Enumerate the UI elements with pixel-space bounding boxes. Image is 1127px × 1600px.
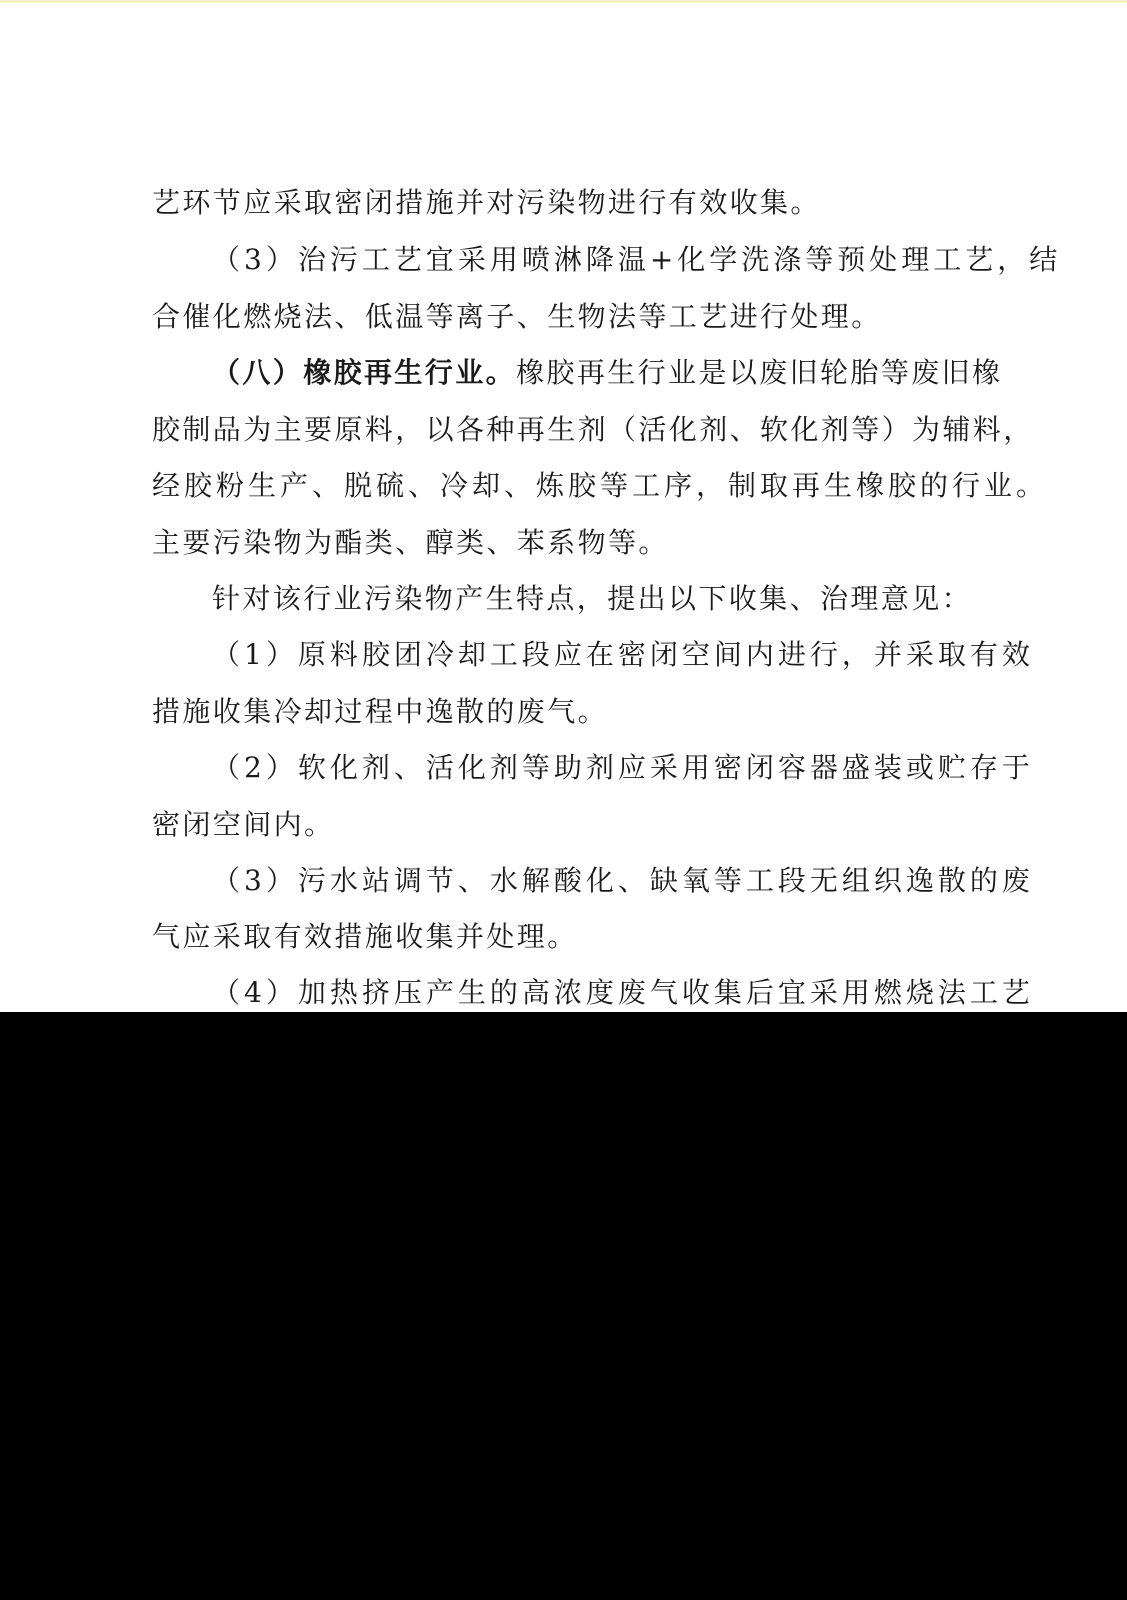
text-line: 措施收集冷却过程中逸散的废气。 (152, 695, 609, 728)
section-intro: 橡胶再生行业是以废旧轮胎等废旧橡 (516, 356, 1003, 389)
section-heading-line (212, 351, 1003, 395)
text-line: （3）污水站调节、水解酸化、缺氧等工段无组织逸散的废 (212, 864, 1034, 897)
text-line: （4）加热挤压产生的高浓度废气收集后宜采用燃烧法工艺 (212, 976, 1034, 1009)
section-heading: （八）橡胶再生行业。 (212, 356, 517, 389)
text-line: （1）原料胶团冷却工段应在密闭空间内进行，并采取有效 (212, 638, 1034, 671)
text-line: （2）软化剂、活化剂等助剂应采用密闭容器盛装或贮存于 (212, 751, 1034, 784)
text-line: 密闭空间内。 (152, 808, 335, 841)
redaction-block (0, 1012, 1127, 1600)
text-line: 胶制品为主要原料，以各种再生剂（活化剂、软化剂等）为辅料， (152, 413, 1034, 446)
text-line: 合催化燃烧法、低温等离子、生物法等工艺进行处理。 (152, 300, 882, 333)
text-line: 主要污染物为酯类、醇类、苯系物等。 (152, 526, 669, 559)
text-line: 气应采取有效措施收集并处理。 (152, 920, 578, 953)
text-line: 经胶粉生产、脱硫、冷却、炼胶等工序，制取再生橡胶的行业。 (152, 469, 1049, 502)
text-line: （3）治污工艺宜采用喷淋降温+化学洗涤等预处理工艺，结 (212, 243, 1062, 276)
text-line: 艺环节应采取密闭措施并对污染物进行有效收集。 (152, 186, 821, 219)
text-line: 针对该行业污染物产生特点，提出以下收集、治理意见： (212, 582, 973, 615)
